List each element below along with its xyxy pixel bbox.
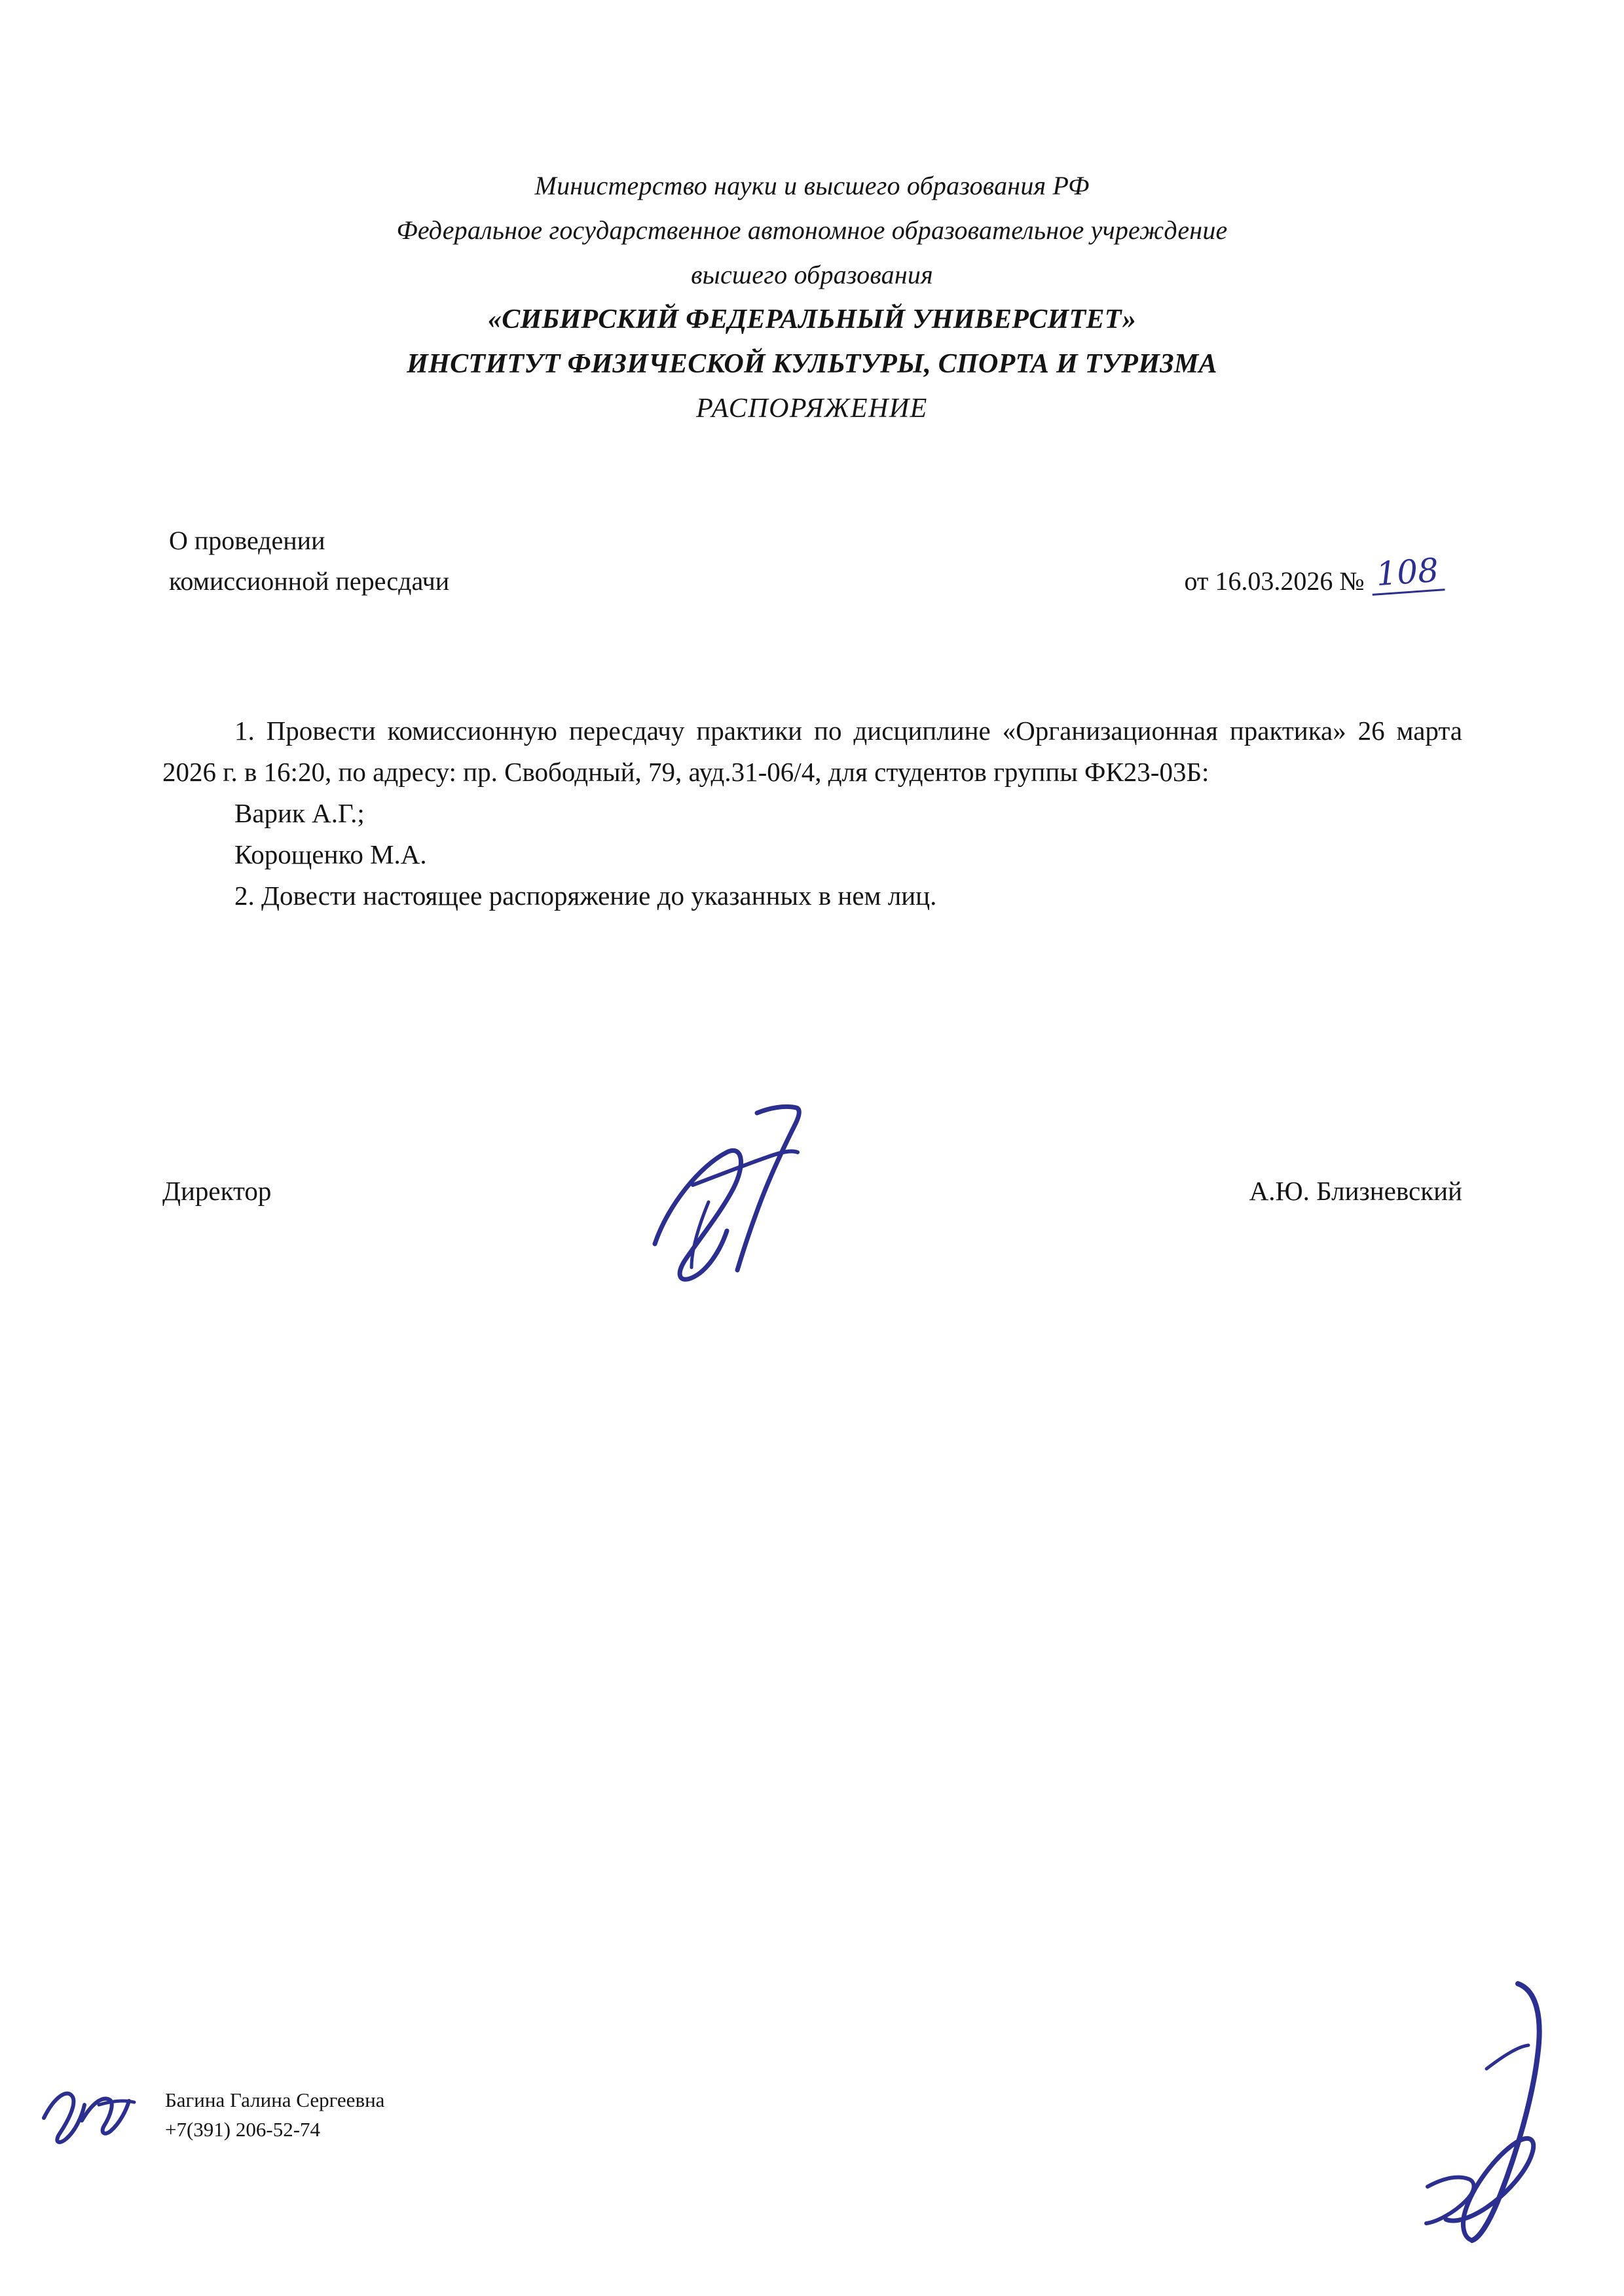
document-body bbox=[162, 710, 1462, 917]
body-item-1: 1. Провести комиссионную пересдачу практики по дисциплине «Организационная практика» 26 марта 2026 г. в 16:20, по адресу: пр. Свободный, 79, ауд.31-06/4, для студентов группы ФК23-03Б: bbox=[162, 716, 1462, 787]
header-line-university: «СИБИРСКИЙ ФЕДЕРАЛЬНЫЙ УНИВЕРСИТЕТ» bbox=[487, 304, 1137, 335]
footer-contact-name: Багина Галина Сергеевна bbox=[165, 2088, 385, 2111]
director-signature-scribble bbox=[629, 1074, 838, 1322]
subject-line-2: комиссионной пересдачи bbox=[169, 566, 450, 596]
document-dateline bbox=[1184, 551, 1444, 600]
signature-name: А.Ю. Близневский bbox=[1249, 1176, 1462, 1206]
document-subject bbox=[169, 520, 449, 602]
dateline-prefix: от 16.03.2026 № bbox=[1184, 566, 1365, 596]
header-line-institution: Федеральное государственное автономное образовательное учреждение bbox=[396, 215, 1228, 245]
document-footer bbox=[165, 2085, 384, 2144]
header-line-document-type: РАСПОРЯЖЕНИЕ bbox=[696, 393, 928, 424]
footer-right-signature-scribble bbox=[1408, 1971, 1578, 2259]
body-item-2: 2. Довести настоящее распоряжение до указанных в нем лиц. bbox=[234, 881, 937, 911]
body-student-1: Варик А.Г.; bbox=[234, 798, 365, 828]
subject-line-1: О проведении bbox=[169, 526, 325, 555]
document-number-handwritten: 108 bbox=[1369, 551, 1445, 596]
header-line-ministry: Министерство науки и высшего образования РФ bbox=[534, 171, 1090, 200]
footer-left-signature-scribble bbox=[36, 2079, 147, 2164]
header-line-institute: ИНСТИТУТ ФИЗИЧЕСКОЙ КУЛЬТУРЫ, СПОРТА И ТУРИЗМА bbox=[407, 349, 1217, 379]
header-line-education-level: высшего образования bbox=[691, 260, 933, 289]
body-student-2: Корощенко М.А. bbox=[234, 839, 427, 869]
document-header bbox=[0, 164, 1624, 431]
signature-title: Директор bbox=[162, 1176, 272, 1206]
footer-contact-phone: +7(391) 206-52-74 bbox=[165, 2118, 321, 2141]
